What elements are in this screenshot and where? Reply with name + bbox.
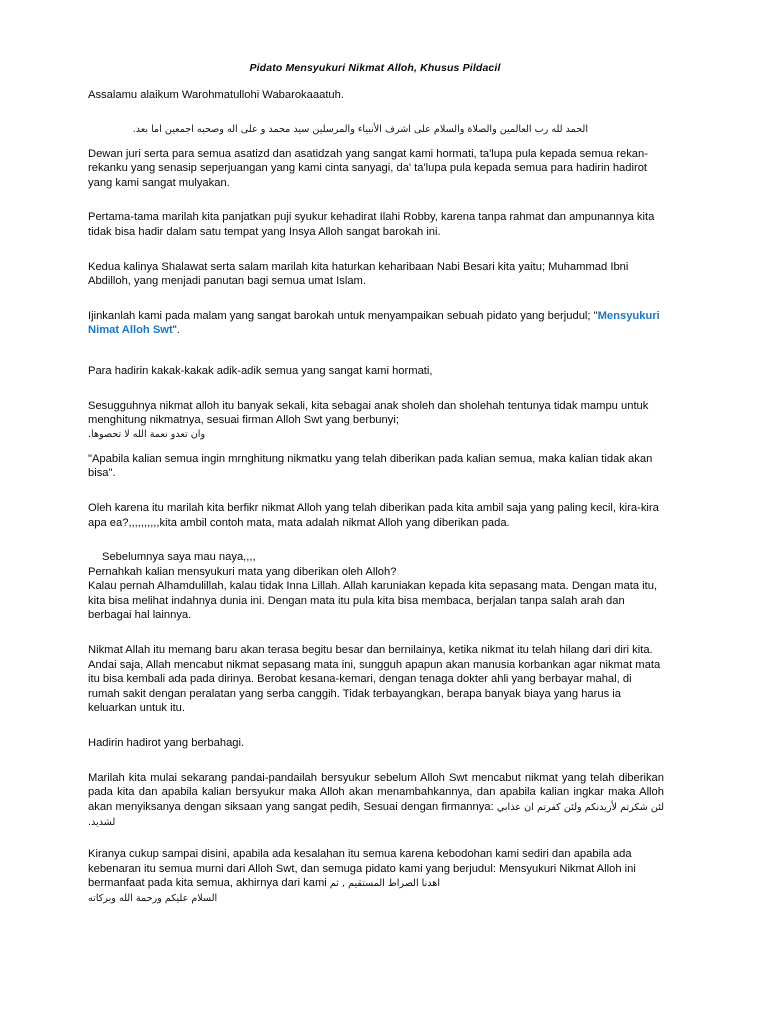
paragraph-greeting: Assalamu alaikum Warohmatullohi Wabarokaaatuh.	[88, 89, 344, 101]
paragraph-pernahkah: Pernahkah kalian mensyukuri mata yang diberikan oleh Alloh?	[88, 565, 397, 578]
paragraph-pertama-tama: Pertama-tama marilah kita panjatkan puji syukur kehadirat Ilahi Robby, karena tanpa rahmat dan ampunannya kita tidak bisa hadir dalam satu tempat yang Insya Alloh sangat barokah ini.	[88, 211, 655, 238]
paragraph-sebelumnya: Sebelumnya saya mau naya,,,,	[102, 551, 256, 564]
paragraph-kedua-kalinya: Kedua kalinya Shalawat serta salam marilah kita haturkan keharibaan Nabi Besari kita yaitu; Muhammad Ibni Abdilloh, yang menjadi panutan bagi semua umat Islam.	[88, 260, 629, 288]
paragraph-apabila-kalian-quote: "Apabila kalian semua ingin mrnghitung nikmatku yang telah diberikan pada kalian semua, maka kalian tidak akan bisa".	[88, 452, 653, 480]
paragraph-ijinkanlah	[88, 309, 664, 338]
marilah-text: Marilah kita mulai sekarang pandai-pandailah bersyukur sebelum Alloh Swt mencabut nikmat yang telah diberikan pada kita dan apabila kalian bersyukur maka Alloh akan menambahkannya, dan apabila kalian ingkar maka Alloh akan menyiksanya dengan siksaan yang sangat pedih, Sesuai dengan firmannya:	[88, 771, 664, 813]
paragraph-dewan-juri: Dewan juri serta para semua asatizd dan asatidzah yang sangat kami hormati, ta'lupa pula kepada semua rekan-rekanku yang senasip seperjuangan yang kami cinta sanyagi, da' ta'lupa pula kepada semua para hadirin hadirot yang kami sangat mulyakan.	[88, 147, 648, 189]
kiranya-text: Kiranya cukup sampai disini, apabila ada kesalahan itu semua karena kebodohan kami sediri dan apabila ada kebenaran itu semua murni dari Alloh Swt, dan semuga pidato kami yang berjudul: Mensyukuri Nikmat Alloh ini bermanfaat pada kita semua, akhirnya dari kami	[88, 848, 636, 890]
paragraph-kiranya-cukup	[88, 847, 664, 892]
paragraph-hadirin-berbahagi: Hadirin hadirot yang berbahagi.	[88, 737, 245, 750]
paragraph-marilah-kita-mulai	[88, 771, 664, 831]
arabic-closing-salam: السلام عليكم ورحمة الله وبركاته	[88, 892, 218, 904]
arabic-hamdalah-line: الحمد لله رب العالمين والصلاة والسلام على اشرف الأنبياء والمرسلين سيد محمد و على اله وصحبه اجمعين اما بعد.	[132, 123, 588, 135]
ijinkanlah-text-before: Ijinkanlah kami pada malam yang sangat barokah untuk menyampaikan sebuah pidato yang berjudul; "	[88, 309, 598, 322]
arabic-nikmat-verse: وان تعدو نعمة الله لا تحصوها.	[88, 428, 206, 440]
paragraph-nikmat-allah: Nikmat Allah itu memang baru akan terasa begitu besar dan bernilainya, ketika nikmat itu telah hilang dari diri kita. Andai saja, Allah mencabut nikmat sepasang mata ini, sungguh apapun akan manusia korbankan agar nikmat mata itu bisa kembali ada pada dirinya. Berobat kesana-kemari, dengan tenaga dokter ahli yang berbayar mahal, di rumah sakit dengan peralatan yang serba canggih. Tidak terbayangkan, berapa banyak biaya yang harus ia keluarkan untuk itu.	[88, 644, 661, 715]
speech-title-highlight: Mensyukuri Nimat Alloh Swt	[88, 309, 660, 337]
paragraph-para-hadirin: Para hadirin kakak-kakak adik-adik semua yang sangat kami hormati,	[88, 364, 433, 377]
arabic-ihdinas-sirot: اهدنا الصراط المستقيم , ثم	[329, 878, 441, 890]
paragraph-sesungguhnya: Sesugguhnya nikmat alloh itu banyak sekali, kita sebagai anak sholeh dan sholehah tentunya tidak mampu untuk menghitung nikmatnya, sesuai firman Alloh Swt yang berbunyi;	[88, 399, 649, 427]
page-title: Pidato Mensyukuri Nikmat Alloh, Khusus Pildacil	[249, 62, 501, 74]
ijinkanlah-text-after: ".	[172, 324, 180, 337]
paragraph-kalau-pernah: Kalau pernah Alhamdulillah, kalau tidak Inna Lillah. Allah karuniakan kepada kita sepasang mata. Dengan mata itu, kita bisa melihat indahnya dunia ini. Dengan mata itu pula kita bisa membaca, berjalan tanpa salah arah dan berbagai hal lainnya.	[88, 580, 658, 622]
paragraph-spacer	[88, 831, 686, 847]
paragraph-oleh-karena-itu: Oleh karena itu marilah kita berfikr nikmat Alloh yang telah diberikan pada kita ambil saja yang paling kecil, kira-kira apa ea?,,,,,,,,,,kita ambil contoh mata, mata adalah nikmat Alloh yang diberikan pada.	[88, 501, 659, 529]
arabic-lain-syakartum-verse: لئن شكرتم لأزيدنكم ولئن كفرتم ان عذابي لشديد.	[88, 801, 665, 829]
